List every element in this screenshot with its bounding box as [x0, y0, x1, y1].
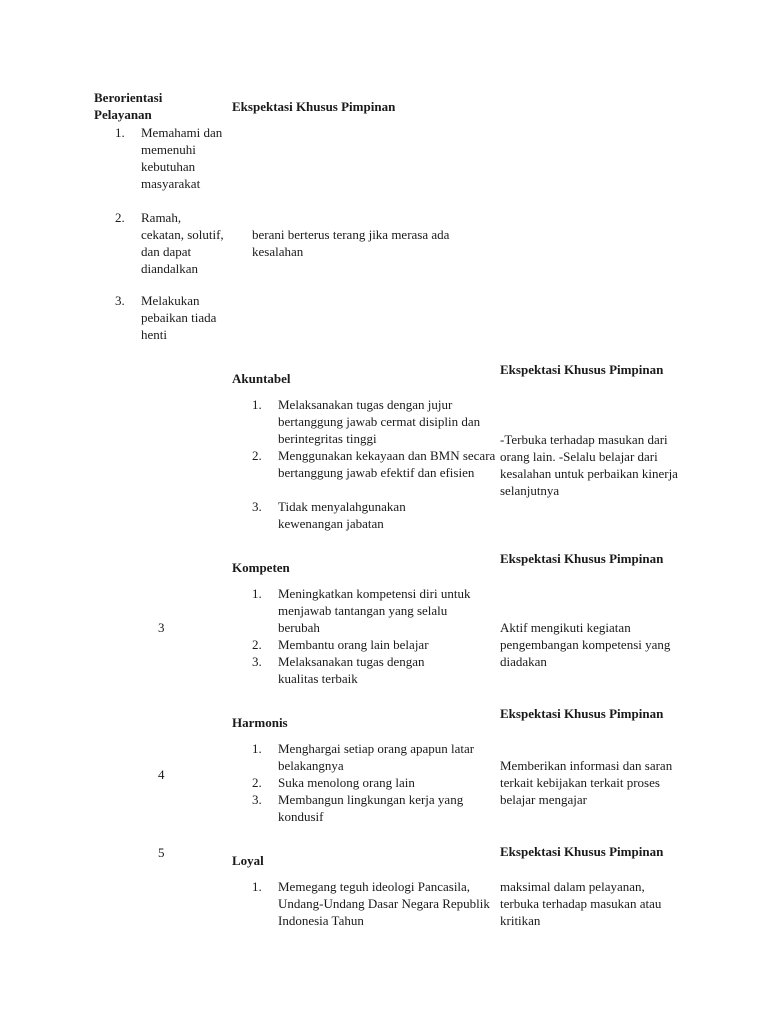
list-item: 1. Memegang teguh ideologi Pancasila, Undang-Undang Dasar Negara Republik Indonesia Tahun	[252, 879, 490, 928]
row-number-3: 3	[158, 620, 165, 635]
list-loyal	[252, 878, 497, 929]
list-item: 1. Memahami dan memenuhi kebutuhan masyarakat	[115, 125, 223, 191]
list-kompeten	[252, 585, 497, 687]
list-item: 3. Melakukan pebaikan tiada henti	[115, 293, 217, 342]
list-item: 2. Suka menolong orang lain	[252, 775, 415, 790]
heading-kompeten: Kompeten	[232, 560, 290, 575]
row-number-4: 4	[158, 767, 165, 782]
row-number-5: 5	[158, 845, 165, 860]
ekspektasi-4-text: Memberikan informasi dan saran terkait kebijakan terkait proses belajar mengajar	[500, 758, 673, 807]
ekspektasi-2-text: -Terbuka terhadap masukan dari orang lain. -Selalu belajar dari kesalahan untuk perbaikan kinerja selanjutnya	[500, 432, 678, 498]
list-item: 3. Melaksanakan tugas dengan kualitas terbaik	[252, 654, 425, 686]
heading-ekspektasi-3: Ekspektasi Khusus Pimpinan	[500, 551, 664, 566]
heading-ekspektasi-5: Ekspektasi Khusus Pimpinan	[500, 844, 664, 859]
list-item: 1. Meningkatkan kompetensi diri untuk menjawab tantangan yang selalu berubah	[252, 586, 471, 635]
list-akuntabel	[252, 396, 497, 532]
list-item: 2. Ramah, cekatan, solutif, dan dapat diandalkan	[115, 210, 224, 276]
list-item: 1. Melaksanakan tugas dengan jujur bertanggung jawab cermat disiplin dan berintegritas tinggi	[252, 397, 481, 446]
list-item: 3. Tidak menyalahgunakan kewenangan jabatan	[252, 499, 406, 531]
list-item: 1. Menghargai setiap orang apapun latar belakangnya	[252, 741, 475, 773]
list-item: 3. Membangun lingkungan kerja yang kondusif	[252, 792, 464, 824]
heading-loyal: Loyal	[232, 853, 264, 868]
heading-ekspektasi-4: Ekspektasi Khusus Pimpinan	[500, 706, 664, 721]
heading-berorientasi-pelayanan: Berorientasi Pelayanan	[94, 90, 163, 122]
list-item: 2. Membantu orang lain belajar	[252, 637, 429, 652]
list-berorientasi	[115, 124, 230, 343]
list-item: 2. Menggunakan kekayaan dan BMN secara bertanggung jawab efektif dan efisien	[252, 448, 496, 480]
ekspektasi-1-text: berani berterus terang jika merasa ada kesalahan	[252, 227, 450, 259]
list-harmonis	[252, 740, 497, 825]
ekspektasi-3-text: Aktif mengikuti kegiatan pengembangan kompetensi yang diadakan	[500, 620, 671, 669]
ekspektasi-5-text: maksimal dalam pelayanan, terbuka terhadap masukan atau kritikan	[500, 879, 662, 928]
heading-akuntabel: Akuntabel	[232, 371, 291, 386]
heading-ekspektasi-2: Ekspektasi Khusus Pimpinan	[500, 362, 664, 377]
heading-harmonis: Harmonis	[232, 715, 288, 730]
heading-ekspektasi-1: Ekspektasi Khusus Pimpinan	[232, 99, 396, 114]
